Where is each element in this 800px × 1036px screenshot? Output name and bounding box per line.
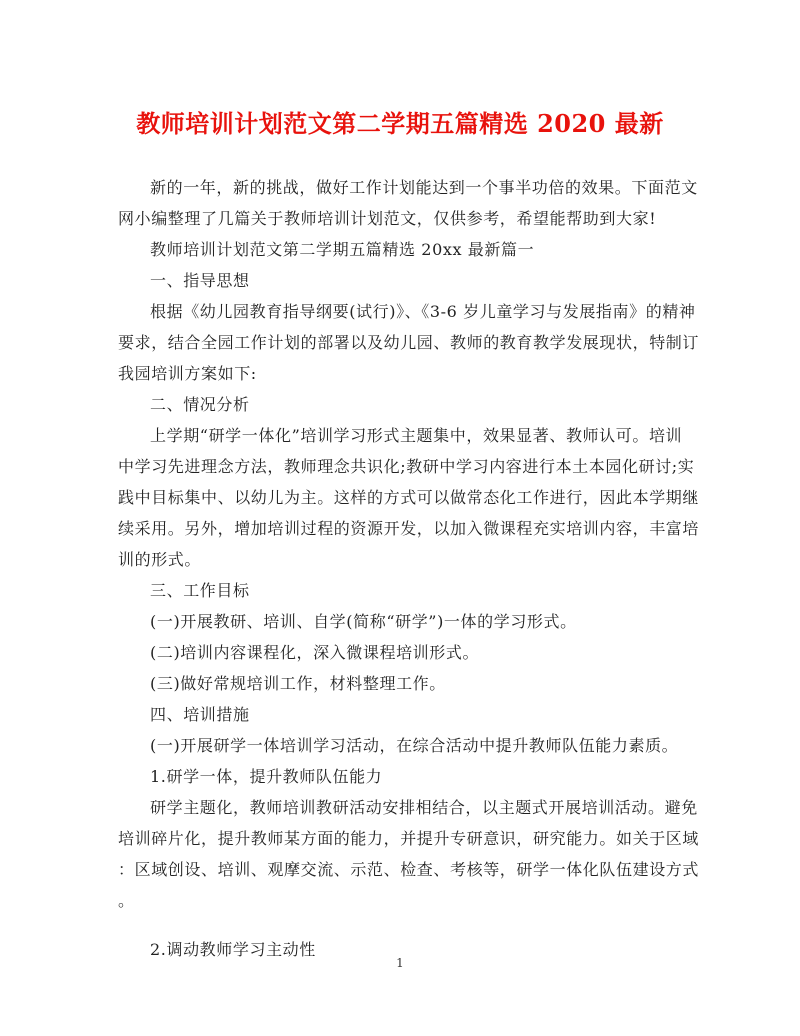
body-line: 践中目标集中、以幼儿为主。这样的方式可以做常态化工作进行，因此本学期继 (118, 488, 700, 507)
body-line: 。 (118, 891, 135, 910)
body-line: 训的形式。 (118, 550, 202, 569)
body-line: 研学主题化，教师培训教研活动安排相结合，以主题式开展培训活动。避免 (150, 798, 698, 817)
list-item: (一)开展教研、培训、自学(简称“研学”)一体的学习形式。 (150, 612, 577, 631)
subsection-heading: 1.研学一体，提升教师队伍能力 (150, 767, 383, 786)
document-body (118, 172, 700, 965)
list-item: (一)开展研学一体培训学习活动，在综合活动中提升教师队伍能力素质。 (150, 736, 679, 755)
paragraph-gap (118, 916, 682, 934)
body-line: 要求，结合全园工作计划的部署以及幼儿园、教师的教育教学发展现状，特制订 (118, 333, 700, 352)
body-line: 培训碎片化，提升教师某方面的能力，并提升专研意识，研究能力。如关于区域 (118, 829, 700, 848)
body-line: 教师培训计划范文第二学期五篇精选 20xx 最新篇一 (150, 240, 535, 259)
section-heading: 三、工作目标 (150, 581, 250, 600)
body-line: ：区域创设、培训、观摩交流、示范、检查、考核等，研学一体化队伍建设方式 (118, 860, 700, 879)
body-line: 新的一年，新的挑战，做好工作计划能达到一个事半功倍的效果。下面范文 (150, 178, 698, 197)
body-line: 网小编整理了几篇关于教师培训计划范文，仅供参考，希望能帮助到大家! (118, 209, 657, 228)
document-title: 教师培训计划范文第二学期五篇精选 2020 最新 (136, 109, 664, 138)
list-item: (三)做好常规培训工作，材料整理工作。 (150, 674, 446, 693)
section-heading: 四、培训措施 (150, 705, 250, 724)
section-heading: 一、指导思想 (150, 271, 250, 290)
page-number: 1 (396, 956, 404, 970)
section-heading: 二、情况分析 (150, 395, 250, 414)
subsection-heading: 2.调动教师学习主动性 (150, 940, 316, 959)
list-item: (二)培训内容课程化，深入微课程培训形式。 (150, 643, 480, 662)
body-line: 我园培训方案如下: (118, 364, 257, 383)
body-line: 中学习先进理念方法，教师理念共识化;教研中学习内容进行本土本园化研讨;实 (118, 457, 695, 476)
body-line: 续采用。另外，增加培训过程的资源开发，以加入微课程充实培训内容，丰富培 (118, 519, 700, 538)
body-line: 根据《幼儿园教育指导纲要(试行)》、《3-6 岁儿童学习与发展指南》的精神 (150, 302, 696, 321)
body-line: 上学期“研学一体化”培训学习形式主题集中，效果显著、教师认可。培训 (150, 426, 683, 445)
